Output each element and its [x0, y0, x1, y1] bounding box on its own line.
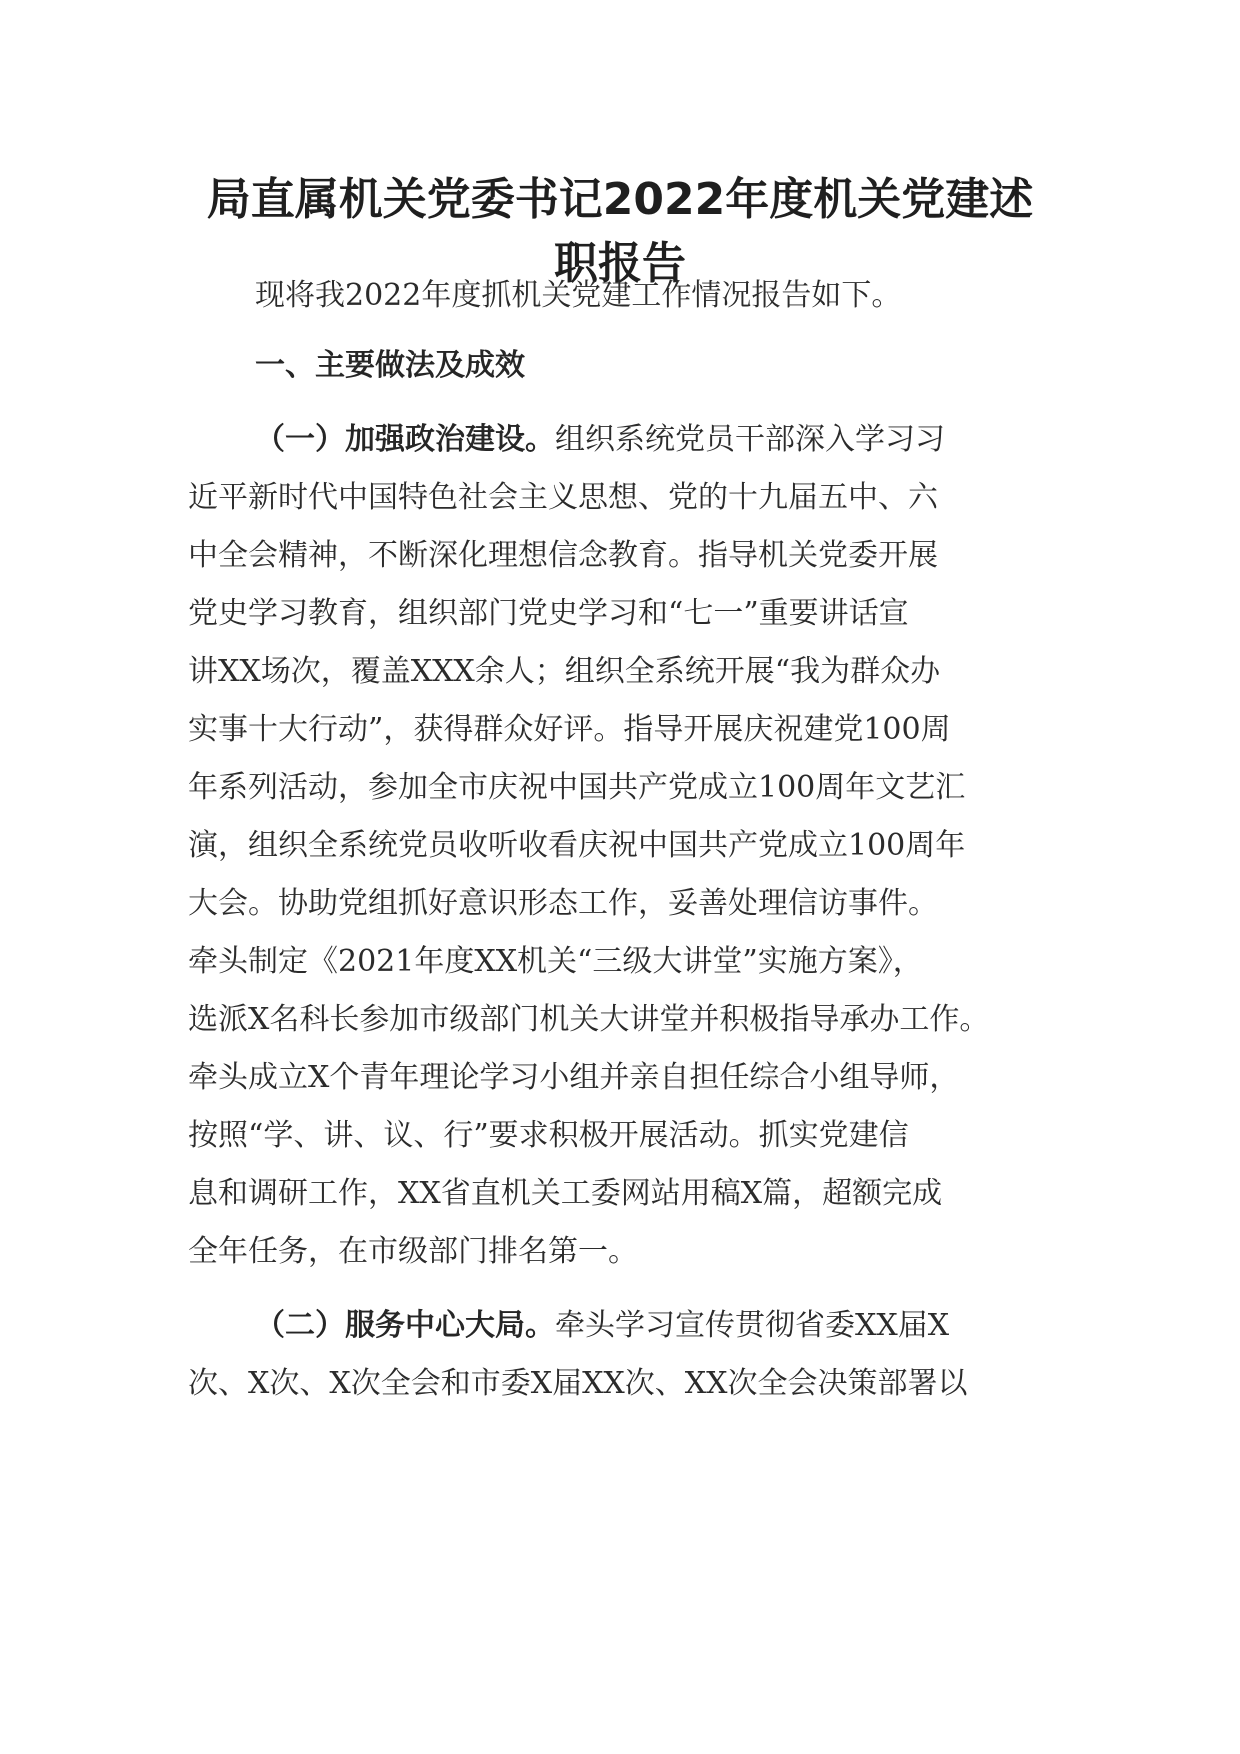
paragraph-line: 按照“学、讲、议、行”要求积极开展活动。抓实党建信: [188, 1118, 909, 1153]
document-title-line1: 局直属机关党委书记2022年度机关党建述: [206, 174, 1034, 225]
paragraph-line: 次、X次、X次全会和市委X届XX次、XX次全会决策部署以: [188, 1366, 968, 1401]
paragraph-2-lead: （二）服务中心大局。: [255, 1308, 555, 1343]
intro-paragraph: 现将我2022年度抓机关党建工作情况报告如下。: [255, 278, 902, 313]
paragraph-line: 牵头制定《2021年度XX机关“三级大讲堂”实施方案》，: [188, 944, 923, 979]
paragraph-line: 选派X名科长参加市级部门机关大讲堂并积极指导承办工作。: [188, 1002, 990, 1037]
paragraph-line: 牵头成立X个青年理论学习小组并亲自担任综合小组导师，: [188, 1060, 960, 1095]
paragraph-line: 全年任务，在市级部门排名第一。: [188, 1234, 638, 1269]
paragraph-line: 近平新时代中国特色社会主义思想、党的十九届五中、六: [188, 480, 938, 515]
paragraph-line: 年系列活动，参加全市庆祝中国共产党成立100周年文艺汇: [188, 770, 966, 805]
paragraph-line: 息和调研工作，XX省直机关工委网站用稿X篇，超额完成: [188, 1176, 943, 1211]
paragraph-line: 实事十大行动”，获得群众好评。指导开展庆祝建党100周: [188, 712, 951, 747]
paragraph-1-lead: （一）加强政治建设。: [255, 422, 555, 457]
paragraph-line: 大会。协助党组抓好意识形态工作，妥善处理信访事件。: [188, 886, 938, 921]
paragraph-line: 中全会精神，不断深化理想信念教育。指导机关党委开展: [188, 538, 938, 573]
paragraph-2-first-text: 牵头学习宣传贯彻省委XX届X: [555, 1308, 950, 1343]
paragraph-line: 讲XX场次，覆盖XXX余人；组织全系统开展“我为群众办: [188, 654, 941, 689]
document-title-line2: 职报告: [554, 238, 686, 289]
section-heading: 一、主要做法及成效: [255, 348, 525, 383]
paragraph-2-first-line: [255, 1306, 949, 1346]
paragraph-1-first-line: [255, 420, 945, 460]
paragraph-line: 演，组织全系统党员收听收看庆祝中国共产党成立100周年: [188, 828, 966, 863]
paragraph-line: 党史学习教育，组织部门党史学习和“七一”重要讲话宣: [188, 596, 909, 631]
paragraph-1-first-text: 组织系统党员干部深入学习习: [555, 422, 945, 457]
